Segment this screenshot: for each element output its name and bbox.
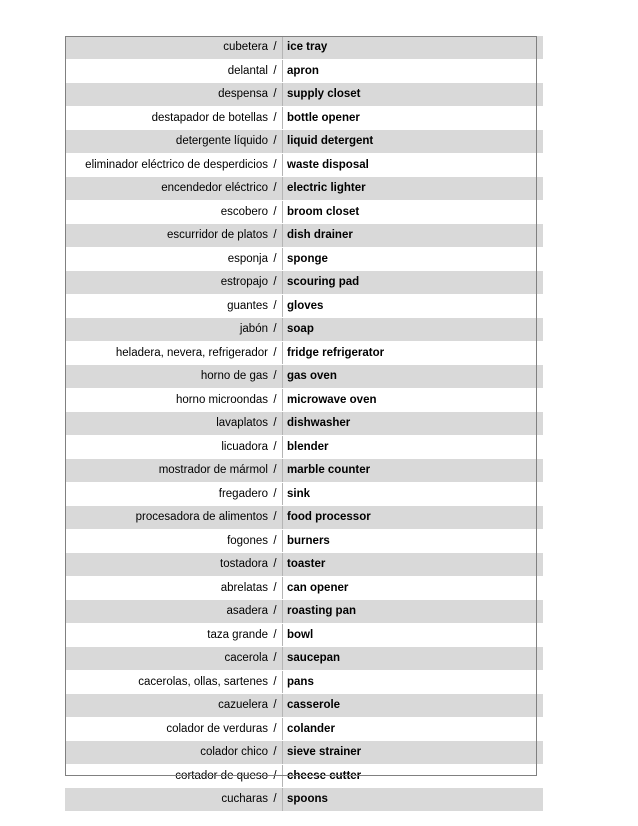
spanish-term-cell	[65, 365, 268, 389]
spanish-term: encendedor eléctrico	[161, 182, 268, 194]
spanish-term-cell	[65, 153, 268, 177]
spanish-term-cell	[65, 459, 268, 483]
spanish-term-cell	[65, 83, 268, 107]
spanish-term: cucharas	[221, 793, 268, 805]
english-term: supply closet	[283, 83, 544, 107]
spanish-term: escobero	[220, 205, 268, 218]
spanish-term-cell	[65, 294, 268, 318]
vocab-row	[65, 506, 543, 530]
separator-slash: /	[268, 459, 283, 483]
english-term: toaster	[283, 553, 544, 577]
english-term: cheese cutter	[283, 764, 544, 788]
spanish-term: colador chico	[200, 746, 268, 758]
vocab-row	[65, 717, 543, 741]
vocab-row	[65, 459, 543, 483]
separator-slash: /	[268, 271, 283, 295]
separator-slash: /	[268, 670, 283, 694]
spanish-term-cell	[65, 388, 268, 412]
spanish-term: cubetera	[223, 41, 268, 53]
spanish-term-cell	[65, 341, 268, 365]
separator-slash: /	[268, 106, 283, 130]
separator-slash: /	[268, 506, 283, 530]
vocab-row	[65, 177, 543, 201]
spanish-term: asadera	[226, 605, 268, 617]
separator-slash: /	[268, 294, 283, 318]
spanish-term: escurridor de platos	[167, 229, 268, 241]
spanish-term: estropajo	[220, 276, 268, 288]
vocab-row	[65, 200, 543, 224]
separator-slash: /	[268, 647, 283, 671]
english-term: gas oven	[283, 365, 544, 389]
vocab-row	[65, 224, 543, 248]
spanish-term-cell	[65, 224, 268, 248]
spanish-term: eliminador eléctrico de desperdicios	[85, 158, 268, 171]
separator-slash: /	[268, 412, 283, 436]
vocab-row	[65, 600, 543, 624]
separator-slash: /	[268, 59, 283, 83]
english-term: colander	[283, 717, 544, 741]
vocab-row	[65, 623, 543, 647]
vocab-row	[65, 153, 543, 177]
spanish-term: licuadora	[221, 440, 268, 453]
vocab-row	[65, 294, 543, 318]
english-term: casserole	[283, 694, 544, 718]
english-term: microwave oven	[283, 388, 544, 412]
separator-slash: /	[268, 717, 283, 741]
english-term: dishwasher	[283, 412, 544, 436]
english-term: ice tray	[283, 36, 544, 59]
english-term: waste disposal	[283, 153, 544, 177]
spanish-term: heladera, nevera, refrigerador	[115, 346, 268, 359]
separator-slash: /	[268, 341, 283, 365]
spanish-term-cell	[65, 130, 268, 154]
english-term: sink	[283, 482, 544, 506]
spanish-term-cell	[65, 576, 268, 600]
vocabulary-table	[65, 36, 543, 812]
english-term: apron	[283, 59, 544, 83]
separator-slash: /	[268, 153, 283, 177]
vocab-row	[65, 741, 543, 765]
vocab-row	[65, 576, 543, 600]
spanish-term: cortador de queso	[175, 769, 268, 782]
spanish-term-cell	[65, 529, 268, 553]
separator-slash: /	[268, 318, 283, 342]
separator-slash: /	[268, 83, 283, 107]
separator-slash: /	[268, 365, 283, 389]
vocab-row	[65, 482, 543, 506]
separator-slash: /	[268, 435, 283, 459]
spanish-term-cell	[65, 600, 268, 624]
vocab-row	[65, 412, 543, 436]
spanish-term-cell	[65, 553, 268, 577]
vocab-row	[65, 670, 543, 694]
separator-slash: /	[268, 130, 283, 154]
vocab-row	[65, 59, 543, 83]
english-term: sponge	[283, 247, 544, 271]
spanish-term: destapador de botellas	[151, 111, 268, 124]
separator-slash: /	[268, 388, 283, 412]
vocab-row	[65, 388, 543, 412]
vocab-row	[65, 247, 543, 271]
separator-slash: /	[268, 224, 283, 248]
vocabulary-table-body	[65, 36, 543, 811]
vocab-row	[65, 788, 543, 812]
english-term: electric lighter	[283, 177, 544, 201]
spanish-term-cell	[65, 506, 268, 530]
vocab-row	[65, 694, 543, 718]
spanish-term-cell	[65, 482, 268, 506]
spanish-term-cell	[65, 623, 268, 647]
spanish-term: esponja	[227, 252, 268, 265]
vocab-row	[65, 529, 543, 553]
spanish-term: despensa	[218, 88, 268, 100]
vocab-row	[65, 647, 543, 671]
spanish-term: taza grande	[207, 628, 268, 641]
spanish-term: tostadora	[220, 558, 268, 570]
spanish-term: lavaplatos	[216, 417, 268, 429]
english-term: liquid detergent	[283, 130, 544, 154]
separator-slash: /	[268, 36, 283, 59]
english-term: broom closet	[283, 200, 544, 224]
spanish-term-cell	[65, 36, 268, 59]
spanish-term: procesadora de alimentos	[135, 511, 268, 523]
spanish-term: fregadero	[218, 487, 268, 500]
separator-slash: /	[268, 177, 283, 201]
english-term: bottle opener	[283, 106, 544, 130]
english-term: gloves	[283, 294, 544, 318]
english-term: roasting pan	[283, 600, 544, 624]
spanish-term-cell	[65, 318, 268, 342]
spanish-term-cell	[65, 435, 268, 459]
english-term: dish drainer	[283, 224, 544, 248]
vocab-row	[65, 553, 543, 577]
spanish-term-cell	[65, 106, 268, 130]
spanish-term-cell	[65, 59, 268, 83]
english-term: scouring pad	[283, 271, 544, 295]
vocab-row	[65, 106, 543, 130]
vocab-row	[65, 365, 543, 389]
spanish-term-cell	[65, 247, 268, 271]
spanish-term-cell	[65, 717, 268, 741]
english-term: marble counter	[283, 459, 544, 483]
vocab-row	[65, 83, 543, 107]
vocab-row	[65, 130, 543, 154]
separator-slash: /	[268, 764, 283, 788]
spanish-term-cell	[65, 271, 268, 295]
english-term: burners	[283, 529, 544, 553]
vocab-row	[65, 764, 543, 788]
spanish-term: guantes	[227, 299, 268, 312]
vocab-row	[65, 341, 543, 365]
spanish-term: delantal	[227, 64, 268, 77]
english-term: blender	[283, 435, 544, 459]
english-term: bowl	[283, 623, 544, 647]
separator-slash: /	[268, 741, 283, 765]
spanish-term: mostrador de mármol	[158, 464, 268, 476]
vocab-row	[65, 271, 543, 295]
separator-slash: /	[268, 247, 283, 271]
english-term: food processor	[283, 506, 544, 530]
english-term: pans	[283, 670, 544, 694]
spanish-term-cell	[65, 647, 268, 671]
spanish-term: horno microondas	[175, 393, 268, 406]
spanish-term: detergente líquido	[175, 135, 268, 147]
english-term: soap	[283, 318, 544, 342]
english-term: saucepan	[283, 647, 544, 671]
english-term: sieve strainer	[283, 741, 544, 765]
separator-slash: /	[268, 529, 283, 553]
vocab-row	[65, 36, 543, 59]
separator-slash: /	[268, 482, 283, 506]
spanish-term-cell	[65, 741, 268, 765]
english-term: fridge refrigerator	[283, 341, 544, 365]
spanish-term-cell	[65, 788, 268, 812]
spanish-term: abrelatas	[220, 581, 268, 594]
separator-slash: /	[268, 623, 283, 647]
spanish-term: jabón	[239, 323, 268, 335]
vocab-row	[65, 435, 543, 459]
spanish-term: colador de verduras	[166, 722, 268, 735]
separator-slash: /	[268, 576, 283, 600]
spanish-term: cacerolas, ollas, sartenes	[138, 675, 268, 688]
spanish-term-cell	[65, 177, 268, 201]
spanish-term-cell	[65, 412, 268, 436]
spanish-term: horno de gas	[200, 370, 268, 382]
spanish-term-cell	[65, 694, 268, 718]
spanish-term: cacerola	[224, 652, 268, 664]
spanish-term: cazuelera	[218, 699, 268, 711]
english-term: spoons	[283, 788, 544, 812]
separator-slash: /	[268, 200, 283, 224]
spanish-term-cell	[65, 764, 268, 788]
spanish-term-cell	[65, 670, 268, 694]
separator-slash: /	[268, 694, 283, 718]
vocab-row	[65, 318, 543, 342]
spanish-term: fogones	[227, 534, 268, 547]
separator-slash: /	[268, 553, 283, 577]
spanish-term-cell	[65, 200, 268, 224]
separator-slash: /	[268, 788, 283, 812]
english-term: can opener	[283, 576, 544, 600]
separator-slash: /	[268, 600, 283, 624]
